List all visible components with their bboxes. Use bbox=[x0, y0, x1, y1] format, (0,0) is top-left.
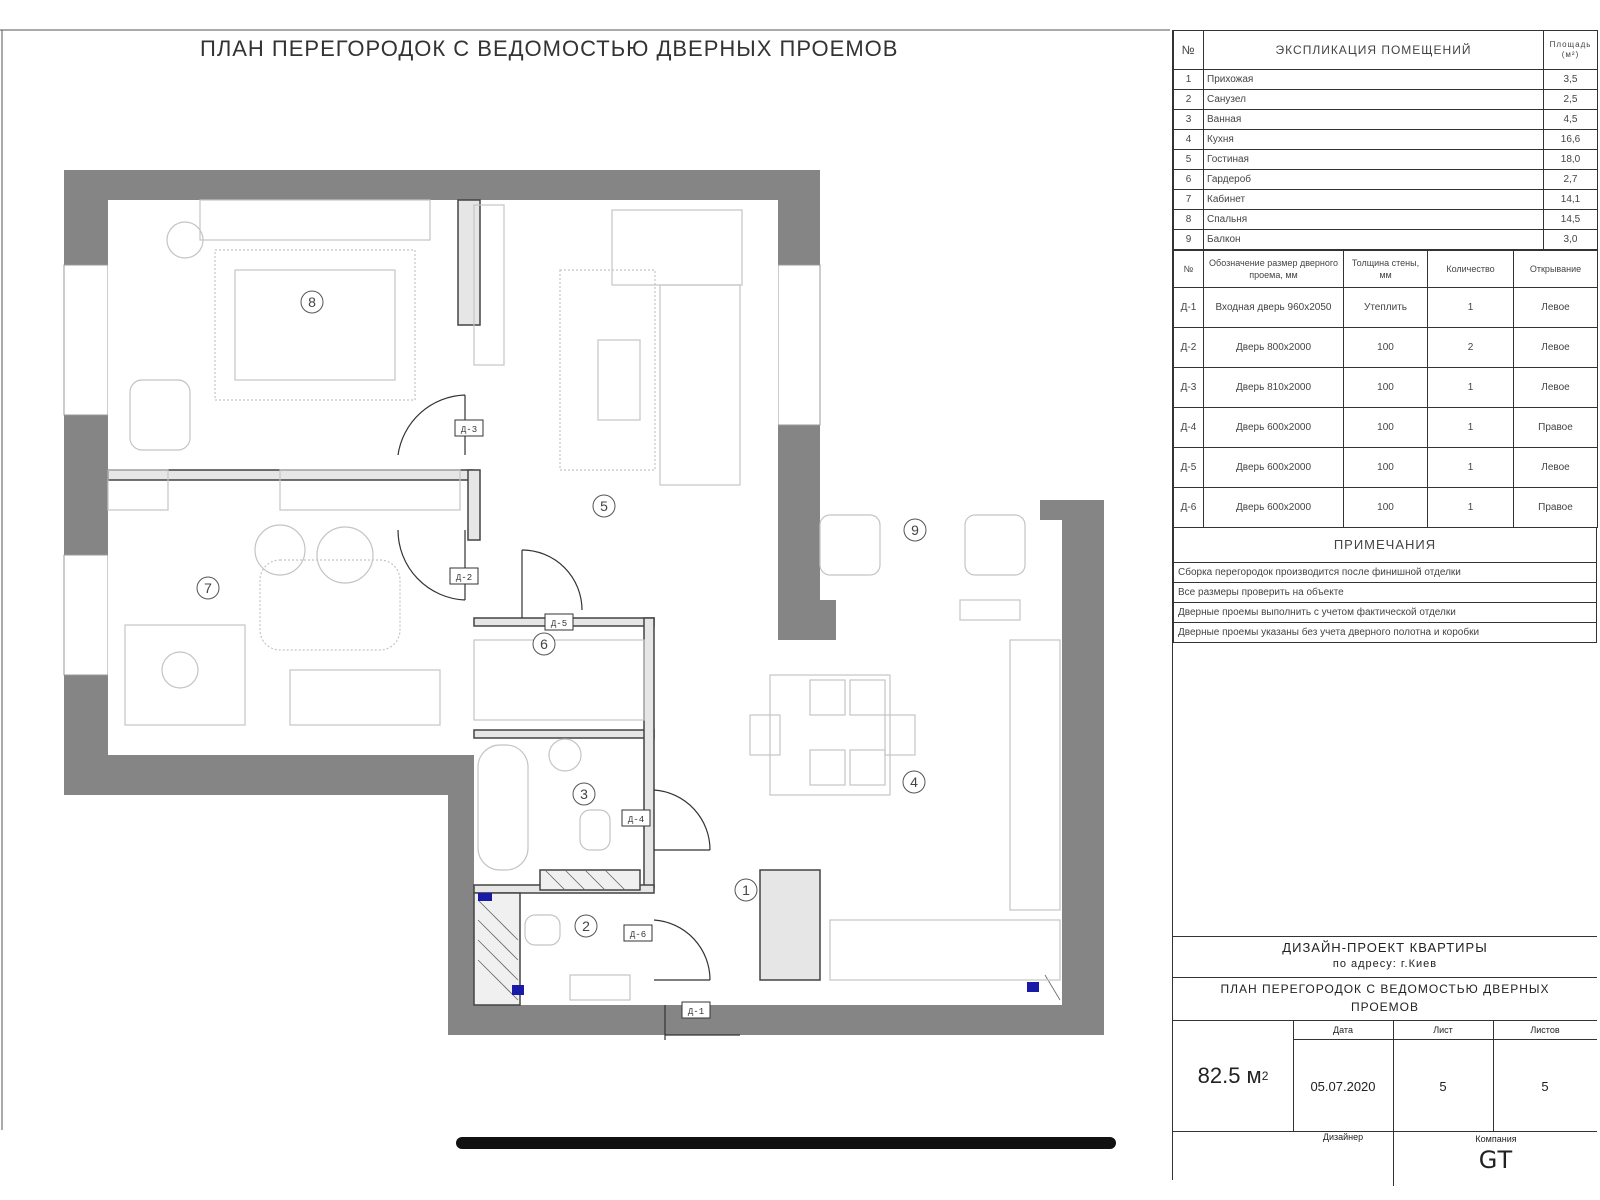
sheet-title bbox=[1173, 978, 1597, 1021]
notes-list bbox=[1173, 563, 1597, 643]
room-name-cell: Ванная bbox=[1204, 110, 1544, 130]
doors-table-row bbox=[1174, 368, 1598, 408]
date-cell bbox=[1293, 1021, 1394, 1131]
sheet-line-1: ПЛАН ПЕРЕГОРОДОК С ВЕДОМОСТЬЮ ДВЕРНЫХ bbox=[1220, 982, 1550, 996]
room-number-label: 7 bbox=[204, 580, 212, 596]
doors-header-size: Обозначение размер дверного проема, мм bbox=[1204, 251, 1344, 288]
note-item: Дверные проемы указаны без учета дверного полотна и коробки bbox=[1173, 623, 1597, 643]
room-num-cell: 2 bbox=[1174, 90, 1204, 110]
door-id-cell: Д-5 bbox=[1174, 448, 1204, 488]
door-id-cell: Д-6 bbox=[1174, 488, 1204, 528]
door-size-cell: Дверь 810x2000 bbox=[1204, 368, 1344, 408]
specification-panel bbox=[1172, 30, 1597, 1180]
total-area-unit-sup: 2 bbox=[1261, 1069, 1269, 1083]
door-opening-cell: Левое bbox=[1514, 368, 1598, 408]
doors-table-row bbox=[1174, 448, 1598, 488]
title-block bbox=[1173, 936, 1597, 1181]
door-tag-label: Д-4 bbox=[627, 815, 645, 825]
company-logo: GT bbox=[1478, 1146, 1514, 1174]
company-label: Компания bbox=[1475, 1134, 1517, 1144]
room-num-cell: 1 bbox=[1174, 70, 1204, 90]
doors-table bbox=[1173, 250, 1598, 528]
rooms-table-row bbox=[1174, 110, 1598, 130]
room-num-cell: 7 bbox=[1174, 190, 1204, 210]
room-num-cell: 5 bbox=[1174, 150, 1204, 170]
sheet-value: 5 bbox=[1439, 1078, 1447, 1094]
note-item: Сборка перегородок производится после финишной отделки bbox=[1173, 563, 1597, 583]
door-wall-cell: 100 bbox=[1344, 488, 1428, 528]
door-id-cell: Д-2 bbox=[1174, 328, 1204, 368]
door-tag-label: Д-3 bbox=[460, 425, 478, 435]
door-qty-cell: 1 bbox=[1428, 288, 1514, 328]
door-opening-cell: Левое bbox=[1514, 328, 1598, 368]
room-area-cell: 18,0 bbox=[1544, 150, 1598, 170]
rooms-table-row bbox=[1174, 190, 1598, 210]
total-area bbox=[1173, 1021, 1294, 1131]
sheet-line-2: ПРОЕМОВ bbox=[1350, 1000, 1420, 1014]
rooms-header-num: № bbox=[1174, 31, 1204, 70]
door-id-cell: Д-1 bbox=[1174, 288, 1204, 328]
title-block-grid bbox=[1173, 1021, 1597, 1185]
rooms-table-row bbox=[1174, 130, 1598, 150]
door-size-cell: Дверь 800x2000 bbox=[1204, 328, 1344, 368]
doors-table-row bbox=[1174, 408, 1598, 448]
note-item: Все размеры проверить на объекте bbox=[1173, 583, 1597, 603]
room-name-cell: Гардероб bbox=[1204, 170, 1544, 190]
project-line-1: ДИЗАЙН-ПРОЕКТ КВАРТИРЫ bbox=[1282, 940, 1488, 955]
room-area-cell: 14,5 bbox=[1544, 210, 1598, 230]
horizontal-scrollbar[interactable] bbox=[456, 1137, 1116, 1149]
door-wall-cell: Утеплить bbox=[1344, 288, 1428, 328]
room-area-cell: 4,5 bbox=[1544, 110, 1598, 130]
door-tag-label: Д-1 bbox=[687, 1007, 705, 1017]
doors-header-num: № bbox=[1174, 251, 1204, 288]
rooms-table-row bbox=[1174, 170, 1598, 190]
project-title bbox=[1173, 937, 1597, 978]
rooms-header-area: Площадь (м²) bbox=[1544, 31, 1598, 70]
door-wall-cell: 100 bbox=[1344, 368, 1428, 408]
door-wall-cell: 100 bbox=[1344, 448, 1428, 488]
project-line-2: по адресу: г.Киев bbox=[1332, 958, 1438, 970]
date-label: Дата bbox=[1293, 1021, 1393, 1040]
doors-header-opening: Открывание bbox=[1514, 251, 1598, 288]
sheets-label: Листов bbox=[1493, 1021, 1597, 1040]
room-name-cell: Кухня bbox=[1204, 130, 1544, 150]
door-size-cell: Дверь 600x2000 bbox=[1204, 488, 1344, 528]
door-wall-cell: 100 bbox=[1344, 328, 1428, 368]
door-size-cell: Дверь 600x2000 bbox=[1204, 448, 1344, 488]
room-area-cell: 3,0 bbox=[1544, 230, 1598, 250]
door-opening-cell: Правое bbox=[1514, 408, 1598, 448]
door-wall-cell: 100 bbox=[1344, 408, 1428, 448]
room-num-cell: 4 bbox=[1174, 130, 1204, 150]
room-area-cell: 16,6 bbox=[1544, 130, 1598, 150]
note-item: Дверные проемы выполнить с учетом фактической отделки bbox=[1173, 603, 1597, 623]
date-value: 05.07.2020 bbox=[1310, 1078, 1376, 1094]
rooms-table-row bbox=[1174, 230, 1598, 250]
room-name-cell: Прихожая bbox=[1204, 70, 1544, 90]
room-area-cell: 2,5 bbox=[1544, 90, 1598, 110]
room-number-label: 2 bbox=[582, 918, 590, 934]
door-qty-cell: 1 bbox=[1428, 368, 1514, 408]
door-tag-label: Д-6 bbox=[629, 930, 647, 940]
sheets-cell bbox=[1493, 1021, 1597, 1131]
room-name-cell: Кабинет bbox=[1204, 190, 1544, 210]
title-block-bottom bbox=[1173, 1131, 1597, 1186]
plan-title: ПЛАН ПЕРЕГОРОДОК С ВЕДОМОСТЬЮ ДВЕРНЫХ ПРОЕМОВ bbox=[200, 36, 899, 61]
doors-table-header bbox=[1174, 251, 1598, 288]
rooms-table bbox=[1173, 30, 1598, 250]
room-name-cell: Гостиная bbox=[1204, 150, 1544, 170]
door-qty-cell: 1 bbox=[1428, 488, 1514, 528]
room-number-label: 8 bbox=[308, 294, 316, 310]
room-number-label: 3 bbox=[580, 786, 588, 802]
doors-table-row bbox=[1174, 328, 1598, 368]
door-opening-cell: Левое bbox=[1514, 288, 1598, 328]
total-area-value: 82.5 м bbox=[1197, 1063, 1262, 1088]
door-qty-cell: 2 bbox=[1428, 328, 1514, 368]
door-tag-label: Д-5 bbox=[550, 619, 568, 629]
rooms-table-row bbox=[1174, 70, 1598, 90]
developer-label: Дизайнер bbox=[1322, 1132, 1364, 1142]
sheet-cell bbox=[1393, 1021, 1494, 1131]
room-num-cell: 8 bbox=[1174, 210, 1204, 230]
door-opening-cell: Правое bbox=[1514, 488, 1598, 528]
door-opening-cell: Левое bbox=[1514, 448, 1598, 488]
rooms-header-name: ЭКСПЛИКАЦИЯ ПОМЕЩЕНИЙ bbox=[1204, 31, 1544, 70]
room-area-cell: 3,5 bbox=[1544, 70, 1598, 90]
room-num-cell: 9 bbox=[1174, 230, 1204, 250]
door-id-cell: Д-4 bbox=[1174, 408, 1204, 448]
room-name-cell: Спальня bbox=[1204, 210, 1544, 230]
room-name-cell: Санузел bbox=[1204, 90, 1544, 110]
room-area-cell: 14,1 bbox=[1544, 190, 1598, 210]
doors-table-row bbox=[1174, 288, 1598, 328]
rooms-table-header bbox=[1174, 31, 1598, 70]
rooms-table-row bbox=[1174, 150, 1598, 170]
door-qty-cell: 1 bbox=[1428, 408, 1514, 448]
door-id-cell: Д-3 bbox=[1174, 368, 1204, 408]
company-cell bbox=[1393, 1132, 1598, 1186]
room-number-label: 9 bbox=[911, 522, 919, 538]
room-number-label: 6 bbox=[540, 636, 548, 652]
doors-table-row bbox=[1174, 488, 1598, 528]
room-num-cell: 3 bbox=[1174, 110, 1204, 130]
sheet-label: Лист bbox=[1393, 1021, 1493, 1040]
door-qty-cell: 1 bbox=[1428, 448, 1514, 488]
rooms-table-row bbox=[1174, 210, 1598, 230]
sheets-value: 5 bbox=[1541, 1078, 1549, 1094]
room-number-label: 4 bbox=[910, 774, 918, 790]
door-tag-label: Д-2 bbox=[455, 573, 473, 583]
room-area-cell: 2,7 bbox=[1544, 170, 1598, 190]
doors-header-wall: Толщина стены, мм bbox=[1344, 251, 1428, 288]
room-num-cell: 6 bbox=[1174, 170, 1204, 190]
room-name-cell: Балкон bbox=[1204, 230, 1544, 250]
room-number-label: 5 bbox=[600, 498, 608, 514]
rooms-table-row bbox=[1174, 90, 1598, 110]
notes-title: ПРИМЕЧАНИЯ bbox=[1173, 528, 1597, 563]
doors-header-qty: Количество bbox=[1428, 251, 1514, 288]
room-number-label: 1 bbox=[742, 882, 750, 898]
door-size-cell: Входная дверь 960x2050 bbox=[1204, 288, 1344, 328]
door-size-cell: Дверь 600x2000 bbox=[1204, 408, 1344, 448]
